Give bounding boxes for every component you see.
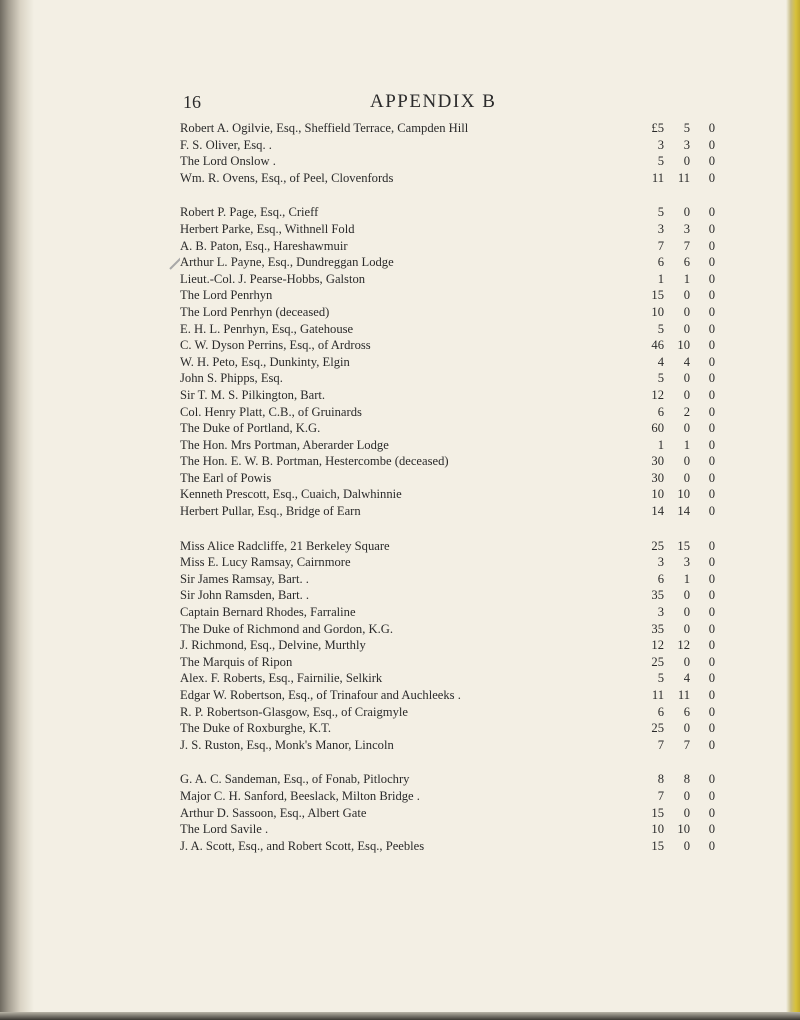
page-edge (786, 0, 800, 1020)
amount-pounds: 3 (657, 221, 664, 236)
amount-shillings: 0 (683, 371, 690, 386)
subscriber-row (180, 538, 720, 555)
subscriber-row (180, 437, 720, 454)
amount-pounds: 25 (651, 654, 664, 669)
subscriber-row (180, 737, 720, 754)
amount-shillings: 6 (683, 704, 690, 719)
amount-pence: 0 (708, 772, 715, 787)
amount-pence: 0 (708, 688, 715, 702)
amount-pounds: 6 (657, 571, 664, 586)
amount-shillings: 0 (683, 454, 690, 469)
subscriber-name: Major C. H. Sanford, Beeslack, Milton Bridge . (180, 788, 426, 805)
amount-pounds: 5 (657, 154, 664, 169)
subscriber-list (180, 120, 720, 872)
amount-pounds: 3 (657, 137, 664, 152)
amount-shillings: 0 (683, 605, 690, 620)
amount-pounds: 60 (651, 421, 664, 436)
amount-pounds: 7 (657, 788, 664, 803)
subscriber-row (180, 687, 720, 704)
subscriber-name: Miss E. Lucy Ramsay, Cairnmore (180, 554, 357, 571)
amount-shillings: 0 (683, 788, 690, 803)
subscriber-name: The Hon. Mrs Portman, Aberarder Lodge (180, 437, 395, 454)
amount-pence: 0 (708, 838, 715, 853)
subscriber-row (180, 503, 720, 520)
amount-pounds: 25 (651, 538, 664, 553)
subscriber-name: Edgar W. Robertson, Esq., of Trinafour and Auchleeks . (180, 687, 467, 704)
amount-pounds: 30 (651, 470, 664, 485)
subscriber-row (180, 137, 720, 154)
subscriber-name: The Lord Onslow . (180, 153, 282, 170)
subscriber-name: E. H. L. Penrhyn, Esq., Gatehouse (180, 321, 359, 338)
subscriber-name: Alex. F. Roberts, Esq., Fairnilie, Selkirk (180, 670, 388, 687)
subscriber-name: Lieut.-Col. J. Pearse-Hobbs, Galston (180, 271, 371, 288)
amount-shillings: 0 (683, 721, 690, 736)
subscriber-name: Sir T. M. S. Pilkington, Bart. (180, 387, 331, 404)
amount-pounds: 46 (651, 338, 664, 353)
subscriber-name: Col. Henry Platt, C.B., of Gruinards (180, 404, 368, 421)
amount-shillings: 0 (683, 421, 690, 436)
amount-shillings: 0 (683, 288, 690, 303)
amount-shillings: 1 (683, 571, 690, 586)
amount-pence: 0 (708, 721, 715, 736)
subscriber-row (180, 621, 720, 638)
subscriber-name: Captain Bernard Rhodes, Farraline (180, 604, 362, 621)
amount-pounds: 5 (657, 321, 664, 336)
amount-pence: 0 (708, 504, 715, 519)
subscriber-row (180, 321, 720, 338)
amount-pounds: 10 (651, 487, 664, 502)
subscriber-row (180, 838, 720, 855)
subscriber-row (180, 120, 720, 137)
amount-pence: 0 (708, 338, 715, 353)
amount-shillings: 0 (683, 205, 690, 220)
subscriber-row (180, 153, 720, 170)
amount-pence: 0 (708, 371, 715, 386)
amount-pounds: 35 (651, 621, 664, 636)
amount-pence: 0 (708, 137, 715, 152)
subscriber-row (180, 654, 720, 671)
amount-shillings: 8 (683, 772, 690, 787)
amount-shillings: 3 (683, 555, 690, 570)
amount-pence: 0 (708, 704, 715, 719)
subscriber-row (180, 170, 720, 187)
amount-shillings: 0 (683, 654, 690, 669)
amount-pence: 0 (708, 321, 715, 336)
amount-pence: 0 (708, 170, 715, 185)
amount-shillings: 3 (683, 221, 690, 236)
subscriber-name: J. Richmond, Esq., Delvine, Murthly (180, 637, 372, 654)
subscriber-row (180, 354, 720, 371)
subscriber-name: Arthur D. Sassoon, Esq., Albert Gate (180, 805, 372, 822)
amount-pence: 0 (708, 121, 715, 135)
subscriber-name: Kenneth Prescott, Esq., Cuaich, Dalwhinnie (180, 486, 408, 503)
subscriber-name: The Marquis of Ripon (180, 654, 298, 671)
amount-pence: 0 (708, 454, 715, 469)
amount-pence: 0 (708, 470, 715, 485)
amount-pence: 0 (708, 588, 715, 603)
amount-pounds: 25 (651, 721, 664, 736)
amount-shillings: 3 (683, 137, 690, 152)
subscriber-name: W. H. Peto, Esq., Dunkinty, Elgin (180, 354, 356, 371)
subscriber-row (180, 238, 720, 255)
book-binding-shadow (0, 0, 34, 1020)
amount-pence: 0 (708, 421, 715, 436)
subscriber-row (180, 271, 720, 288)
subscriber-group (180, 771, 720, 854)
amount-pence: 0 (708, 638, 715, 653)
amount-pounds: 4 (657, 354, 664, 369)
amount-pence: 0 (708, 221, 715, 236)
subscriber-name: Robert P. Page, Esq., Crieff (180, 204, 324, 221)
amount-pounds: 35 (651, 588, 664, 603)
subscriber-row (180, 304, 720, 321)
amount-shillings: 0 (683, 304, 690, 319)
amount-pence: 0 (708, 805, 715, 820)
subscriber-row (180, 420, 720, 437)
amount-pence: 0 (708, 654, 715, 669)
amount-pounds: 6 (657, 404, 664, 419)
subscriber-name: Miss Alice Radcliffe, 21 Berkeley Square (180, 538, 396, 555)
subscriber-row (180, 486, 720, 503)
subscriber-name: Herbert Parke, Esq., Withnell Fold (180, 221, 361, 238)
amount-shillings: 5 (683, 121, 690, 135)
amount-shillings: 6 (683, 255, 690, 270)
subscriber-row (180, 788, 720, 805)
subscriber-row (180, 720, 720, 737)
subscriber-name: John S. Phipps, Esq. (180, 370, 289, 387)
amount-shillings: 0 (683, 470, 690, 485)
amount-pounds: 30 (651, 454, 664, 469)
amount-pence: 0 (708, 205, 715, 220)
amount-pence: 0 (708, 737, 715, 752)
amount-pounds: 1 (657, 271, 664, 286)
amount-pounds: 1 (657, 437, 664, 452)
amount-pence: 0 (708, 671, 715, 686)
amount-shillings: 7 (683, 737, 690, 752)
subscriber-name: Herbert Pullar, Esq., Bridge of Earn (180, 503, 367, 520)
amount-pence: 0 (708, 238, 715, 253)
amount-pence: 0 (708, 538, 715, 553)
amount-shillings: 11 (677, 170, 690, 185)
subscriber-row (180, 670, 720, 687)
amount-shillings: 1 (683, 437, 690, 452)
subscriber-row (180, 370, 720, 387)
subscriber-row (180, 704, 720, 721)
amount-pounds: 11 (651, 170, 664, 185)
amount-shillings: 0 (683, 387, 690, 402)
amount-pounds: 15 (651, 805, 664, 820)
amount-shillings: 4 (683, 354, 690, 369)
amount-pence: 0 (708, 555, 715, 570)
subscriber-group (180, 120, 720, 186)
subscriber-row (180, 254, 720, 271)
amount-pounds: 10 (651, 822, 664, 837)
amount-pounds: 7 (657, 737, 664, 752)
subscriber-name: Sir John Ramsden, Bart. . (180, 587, 315, 604)
subscriber-name: R. P. Robertson-Glasgow, Esq., of Craigmyle (180, 704, 414, 721)
subscriber-row (180, 771, 720, 788)
subscriber-name: The Lord Savile . (180, 821, 274, 838)
amount-pounds: 3 (657, 605, 664, 620)
amount-shillings: 0 (683, 838, 690, 853)
subscriber-row (180, 337, 720, 354)
subscriber-row (180, 604, 720, 621)
subscriber-row (180, 637, 720, 654)
subscriber-name: The Earl of Powis (180, 470, 277, 487)
amount-pounds: 6 (657, 704, 664, 719)
amount-pounds: 7 (657, 238, 664, 253)
amount-shillings: 14 (677, 504, 690, 519)
subscriber-name: The Lord Penrhyn (deceased) (180, 304, 335, 321)
amount-pounds: 14 (651, 504, 664, 519)
amount-shillings: 10 (677, 487, 690, 502)
page-title: APPENDIX B (370, 91, 497, 112)
subscriber-row (180, 571, 720, 588)
amount-pence: 0 (708, 271, 715, 286)
amount-pounds: 5 (657, 205, 664, 220)
amount-shillings: 1 (683, 271, 690, 286)
amount-pounds: 6 (657, 255, 664, 270)
subscriber-row (180, 453, 720, 470)
amount-pence: 0 (708, 437, 715, 452)
amount-pounds: 12 (651, 638, 664, 653)
amount-shillings: 0 (683, 588, 690, 603)
subscriber-name: The Duke of Portland, K.G. (180, 420, 326, 437)
amount-shillings: 7 (683, 238, 690, 253)
subscriber-name: J. S. Ruston, Esq., Monk's Manor, Lincoln (180, 737, 400, 754)
amount-pounds: 11 (651, 688, 664, 702)
amount-pounds: 15 (651, 838, 664, 853)
amount-pounds: 12 (651, 387, 664, 402)
amount-pence: 0 (708, 304, 715, 319)
amount-shillings: 0 (683, 621, 690, 636)
amount-shillings: 12 (677, 638, 690, 653)
subscriber-name: The Duke of Roxburghe, K.T. (180, 720, 337, 737)
amount-pence: 0 (708, 621, 715, 636)
subscriber-row (180, 805, 720, 822)
amount-pounds: 10 (651, 304, 664, 319)
amount-shillings: 10 (677, 822, 690, 837)
amount-pence: 0 (708, 354, 715, 369)
amount-pence: 0 (708, 605, 715, 620)
subscriber-name: Robert A. Ogilvie, Esq., Sheffield Terrace, Campden Hill (180, 120, 474, 137)
amount-pence: 0 (708, 154, 715, 169)
subscriber-name: C. W. Dyson Perrins, Esq., of Ardross (180, 337, 377, 354)
subscriber-row (180, 221, 720, 238)
amount-pounds: 8 (657, 772, 664, 787)
subscriber-name: G. A. C. Sandeman, Esq., of Fonab, Pitlochry (180, 771, 415, 788)
amount-shillings: 15 (677, 538, 690, 553)
page-header (0, 92, 800, 118)
subscriber-name: A. B. Paton, Esq., Hareshawmuir (180, 238, 354, 255)
amount-pence: 0 (708, 255, 715, 270)
page-bottom-edge (0, 1012, 800, 1020)
subscriber-row (180, 204, 720, 221)
amount-pence: 0 (708, 487, 715, 502)
subscriber-name: F. S. Oliver, Esq. . (180, 137, 278, 154)
amount-shillings: 11 (677, 688, 690, 702)
amount-pence: 0 (708, 288, 715, 303)
amount-pounds: 5 (657, 371, 664, 386)
amount-pounds: 3 (657, 555, 664, 570)
amount-shillings: 0 (683, 321, 690, 336)
amount-shillings: 4 (683, 671, 690, 686)
subscriber-row (180, 821, 720, 838)
amount-pounds: 15 (651, 288, 664, 303)
page-number: 16 (183, 92, 201, 112)
subscriber-row (180, 404, 720, 421)
subscriber-row (180, 387, 720, 404)
amount-pence: 0 (708, 387, 715, 402)
subscriber-row (180, 554, 720, 571)
subscriber-row (180, 470, 720, 487)
amount-shillings: 10 (677, 338, 690, 353)
amount-shillings: 2 (683, 404, 690, 419)
amount-pence: 0 (708, 404, 715, 419)
amount-pounds: 5 (657, 671, 664, 686)
subscriber-group (180, 204, 720, 519)
subscriber-name: The Lord Penrhyn (180, 287, 278, 304)
amount-pence: 0 (708, 571, 715, 586)
subscriber-row (180, 587, 720, 604)
amount-pence: 0 (708, 788, 715, 803)
subscriber-name: The Hon. E. W. B. Portman, Hestercombe (deceased) (180, 453, 455, 470)
amount-shillings: 0 (683, 805, 690, 820)
amount-shillings: 0 (683, 154, 690, 169)
subscriber-name: Wm. R. Ovens, Esq., of Peel, Clovenfords (180, 170, 399, 187)
amount-pounds: £5 (651, 121, 664, 135)
amount-pence: 0 (708, 822, 715, 837)
subscriber-name: Arthur L. Payne, Esq., Dundreggan Lodge (180, 254, 400, 271)
subscriber-name: J. A. Scott, Esq., and Robert Scott, Esq., Peebles (180, 838, 430, 855)
subscriber-name: The Duke of Richmond and Gordon, K.G. (180, 621, 399, 638)
subscriber-name: Sir James Ramsay, Bart. . (180, 571, 315, 588)
subscriber-row (180, 287, 720, 304)
subscriber-group (180, 538, 720, 754)
